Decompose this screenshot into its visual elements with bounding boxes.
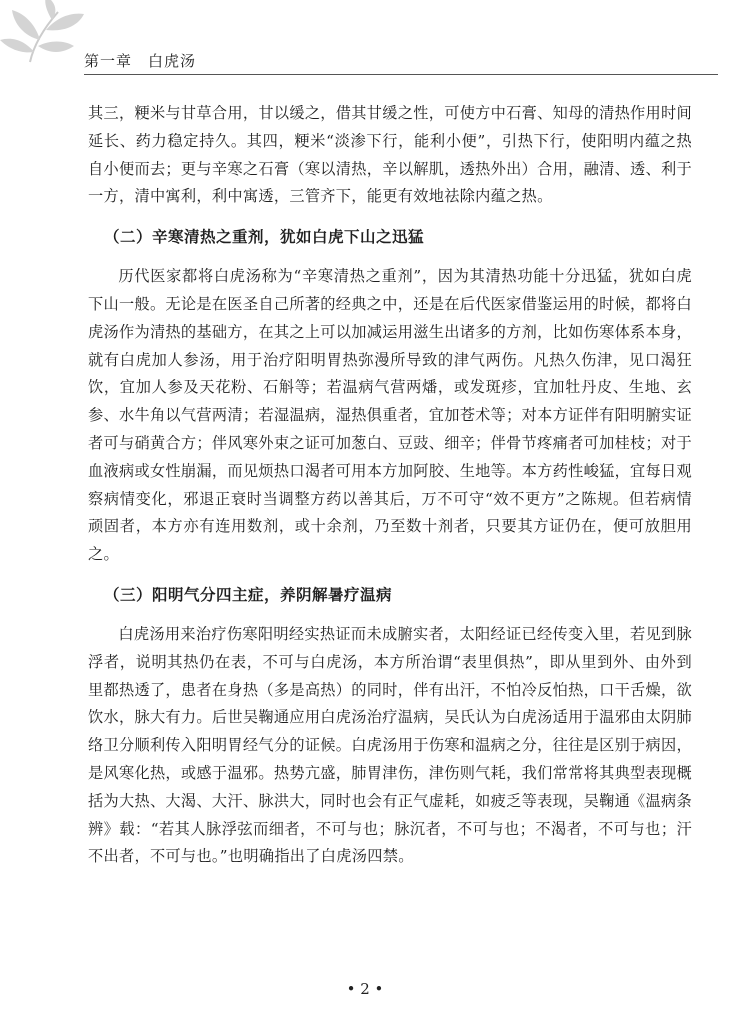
section-heading: （三）阳明气分四主症，养阴解暑疗温病 [104, 585, 393, 604]
running-header [84, 48, 718, 75]
section-heading: （二）辛寒清热之重剂，犹如白虎下山之迅猛 [104, 228, 425, 247]
page-body [88, 100, 692, 871]
body-paragraph: 历代医家都将白虎汤称为“辛寒清热之重剂”，因为其清热功能十分迅猛，犹如白虎下山一般。无论是在医圣自己所著的经典之中，还是在后代医家借鉴运用的时候，都将白虎汤作为清热的基础方，在其之上可以加减运用滋生出诸多的方剂，比如伤寒体系本身，就有白虎加人参汤，用于治疗阳明胃热弥漫所导致的津气两伤。凡热久伤津，见口渴狂饮，宜加人参及天花粉、石斛等；若温病气营两燔，或发斑疹，宜加牡丹皮、生地、玄参、水牛角以气营两清；若湿温病，湿热俱重者，宜加苍术等；对本方证伴有阳明腑实证者可与硝黄合方；伴风寒外束之证可加葱白、豆豉、细辛；伴骨节疼痛者可加桂枝；对于血液病或女性崩漏，而见烦热口渴者可用本方加阿胶、生地等。本方药性峻猛，宜每日观察病情变化，邪退正衰时当调整方药以善其后，万不可守“效不更方”之陈规。但若病情顽固者，本方亦有连用数剂，或十余剂，乃至数十剂者，只要其方证仍在，便可放胆用之。 [88, 267, 693, 564]
body-paragraph: 白虎汤用来治疗伤寒阳明经实热证而未成腑实者，太阳经证已经传变入里，若见到脉浮者，说明其热仍在表，不可与白虎汤，本方所治谓“表里俱热”，即从里到外、由外到里都热透了，患者在身热（多是高热）的同时，伴有出汗，不怕冷反怕热，口干舌燥，欲饮水，脉大有力。后世吴鞠通应用白虎汤治疗温病，吴氏认为白虎汤适用于温邪由太阴肺络卫分顺利传入阳明胃经气分的证候。白虎汤用于伤寒和温病之分，往往是区别于病因，是风寒化热，或感于温邪。热势亢盛，肺胃津伤，津伤则气耗，我们常常将其典型表现概括为大热、大渴、大汗、脉洪大，同时也会有正气虚耗，如疲乏等表现，吴鞠通《温病条辨》载：“若其人脉浮弦而细者，不可与也；脉沉者，不可与也；不渴者，不可与也；汗不出者，不可与也。”也明确指出了白虎汤四禁。 [88, 624, 693, 866]
body-paragraph: 其三，粳米与甘草合用，甘以缓之，借其甘缓之性，可使方中石膏、知母的清热作用时间延长、药力稳定持久。其四，粳米“淡渗下行，能利小便”，引热下行，使阳明内蕴之热自小便而去；更与辛寒之石膏（寒以清热，辛以解肌，透热外出）合用，融清、透、利于一方，清中寓利，利中寓透，三管齐下，能更有效地祛除内蕴之热。 [88, 104, 693, 206]
chapter-title: 第一章 白虎汤 [84, 52, 197, 70]
page-number: • 2 • [346, 980, 384, 998]
